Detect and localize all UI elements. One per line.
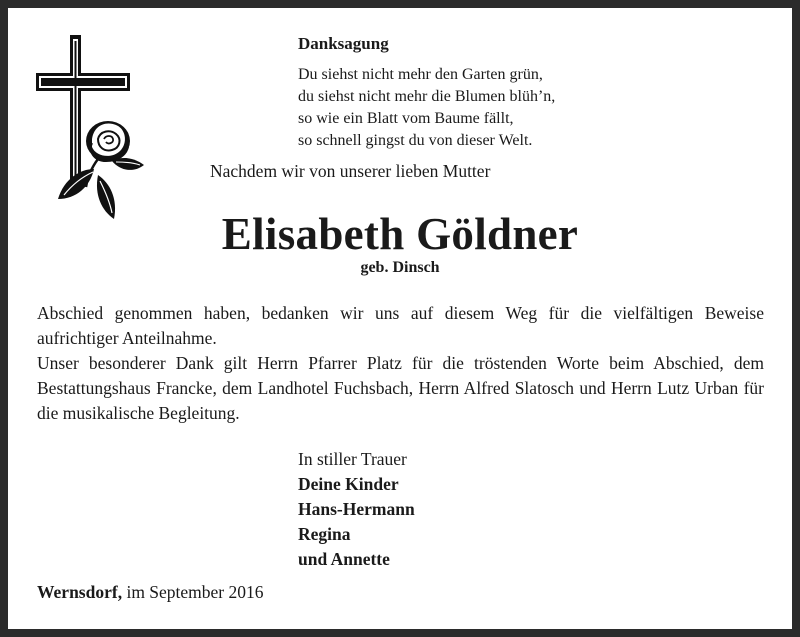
mourner-name: Deine Kinder [298,474,399,494]
maiden-name: geb. Dinsch [360,259,440,276]
mourner-name: Hans-Hermann [298,499,415,519]
place: Wernsdorf, [37,582,123,602]
thanks-body [37,301,764,426]
intro-line: Nachdem wir von unserer lieben Mutter [210,161,491,181]
poem-line: du siehst nicht mehr die Blumen blüh’n, [298,88,556,105]
deceased-name: Elisabeth Göldner [221,209,579,259]
mourner-name: und Annette [298,549,390,569]
poem [298,64,555,152]
poem-line: Du siehst nicht mehr den Garten grün, [298,66,543,83]
poem-line: so schnell gingst du von dieser Welt. [298,132,533,149]
signature-intro: In stiller Trauer [298,449,407,469]
signature-block [298,447,415,572]
body-paragraph: Abschied genommen haben, bedanken wir uns auf diesem Weg für die vielfältigen Beweise aufrichtiger Anteilnahme. [37,303,764,348]
poem-line: so wie ein Blatt vom Baume fällt, [298,110,514,127]
place-date [37,582,264,603]
cross-with-rose-icon [36,33,146,223]
notice-heading: Danksagung [298,34,389,53]
date: im September 2016 [126,582,264,602]
body-paragraph: Unser besonderer Dank gilt Herrn Pfarrer Platz für die tröstenden Worte beim Abschied, dem Bestattungshaus Francke, dem Landhotel Fuchsbach, Herrn Alfred Slatosch und Herrn Lutz Urban für die musikalische Begleitung. [37,353,764,423]
mourner-name: Regina [298,524,351,544]
